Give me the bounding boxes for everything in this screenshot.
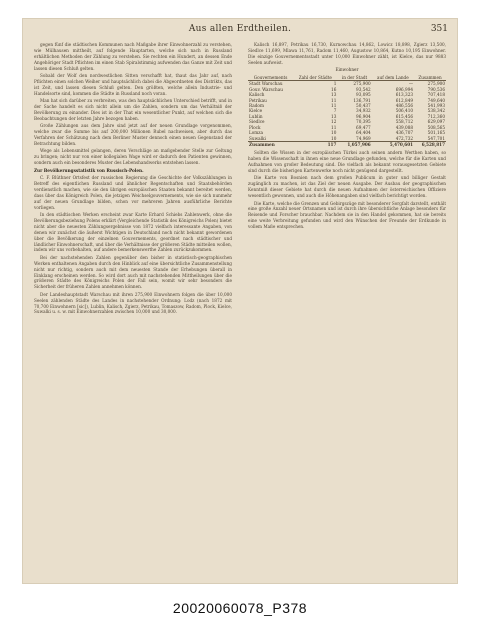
- table-cell: 74,969: [356, 135, 371, 141]
- table-cell: 10: [331, 130, 337, 136]
- table-body: [248, 81, 446, 147]
- table-cell: 275,900: [353, 81, 371, 87]
- table-cell: 136,791: [353, 97, 371, 103]
- table-cell: Gouv. Warschau: [249, 86, 283, 92]
- table-cell: 1: [333, 81, 337, 87]
- table-cell: 69,477: [356, 124, 371, 130]
- table-cell: Lomza: [249, 130, 263, 136]
- running-title: Aus allen Erdtheilen.: [188, 24, 292, 34]
- running-header: [22, 18, 458, 40]
- table-header-cell: in der Stadt: [337, 75, 371, 81]
- table-header-cell: auf dem Lande: [372, 75, 414, 81]
- table-cell: 16: [331, 86, 337, 92]
- book-page: [22, 18, 458, 584]
- table-cell: 10: [331, 135, 337, 141]
- table-header-cell: Zahl der Städte: [293, 75, 337, 81]
- table-cell: 612,849: [395, 97, 414, 103]
- table-cell: Lublin: [249, 113, 263, 119]
- table-cell: Suwalki: [249, 135, 266, 141]
- table-cell: 615,456: [395, 113, 414, 119]
- page-number: 351: [430, 24, 448, 34]
- section-heading: Zur Bevölkerungsstatistik von Russisch-Polen.: [34, 167, 144, 173]
- body-paragraph: Große Zählungen aus dem Jahre sind jetzt auf der neuen Grundlage vorgenommen, welche zwar die Summe bis auf 200,000 Millionen Rubel nachweisen, aber durch das Verfahren der Schätzung nach dem Berliner Muster dennoch einen neuen Gegenstand der Betrachtung bilden.: [34, 123, 232, 146]
- body-paragraph: Man hat sich darüber zu verbreiten, was den hauptsächlichen Unterschied betrifft, und in der Sache handelt es sich nicht allein um die Zahlen, sondern um das Verhältniß der Bevölkerung zu einander. Dies ist in der That ein wesentlicher Punkt, auf welchen sich die Beobachtungen der letzten Jahre bezogen haben.: [34, 98, 232, 121]
- table-cell: 6,528,817: [414, 141, 446, 147]
- table-cell: 472,732: [395, 135, 414, 141]
- table-cell: 508,565: [427, 124, 445, 130]
- body-paragraph: Wege als Lebensmittel gelangen, deren Verschläge an maßgebender Stelle zur Geltung zu bringen; nicht nur von einer kollegialen Wage wird er dadurch den Patienten gewinnen, sondern auch ein besonderes Muster des Lebenshandwerks entstehen lassen.: [34, 148, 232, 166]
- table-cell: 749,640: [427, 97, 445, 103]
- table-caption: Einwohner: [335, 67, 359, 73]
- table-cell: 93,542: [356, 86, 371, 92]
- table-cell: 501,165: [427, 130, 445, 136]
- right-column: [248, 42, 446, 232]
- body-paragraph: Der Landeshauptstadt Warschau mit ihren 275,900 Einwohnern folgen die über 10,000 Seelen zählenden Städte des Landes in nachstehender Ordnung: Lodz (nach 1872 mit 70,700 Einwohnern [sic]), Lublin, Kalisch, Zgierz, Petrikau, Tomaszow, Radom, Plock, Kielce, Suwalki u. s. w. mit Einwohnerzahlen zwischen 10,000 und 30,000.: [34, 291, 232, 315]
- table-cell: 558,712: [395, 119, 414, 125]
- body-paragraph: C. F. Blüthner Ortsfest der russischen Regierung die Geschichte der Volkszählungen in Betreff des eigentlichen Russland und ähnlicher Regentschaften und Staatsbehörden verdienstlich machen, wie sie den übrigen europäischen Staaten bekannt bereitet werden, dass über das Königreich Polen, die jetzigen Weichselgouvernements, wie sie sich nunmehr auf der neuen Grundlage bilden, schon vor mehreren Jahren ausführliche Berichte vorliegen.: [34, 175, 232, 210]
- table-cell: Plock: [249, 124, 261, 130]
- table-cell: Kielce: [249, 108, 263, 114]
- table-cell: Petrikau: [249, 97, 267, 103]
- table-cell: 11: [331, 124, 337, 130]
- table-cell: 1,057,906: [337, 141, 371, 147]
- table-cell: 7: [333, 108, 337, 114]
- table-cell: Zusammen: [248, 141, 293, 147]
- table-cell: 538,342: [427, 108, 445, 114]
- table-cell: 12: [331, 119, 337, 125]
- body-paragraph: Sollten die Wissen in der europäischen Türkei auch seinen andern Werthen haben, so haben die Wissenschaft in ihnen eine neue Grundlage gefunden, welche für die Karten und Aufnahmen von großer Bedeutung sind. Die vielfach als bekannt vorausgesetzten Gebiete sind durch die bisherigen Kartenwerke noch nicht genügend dargestellt.: [248, 150, 446, 174]
- table-cell: 712,360: [427, 113, 445, 119]
- table-cell: 117: [293, 141, 337, 147]
- body-paragraph: Kalisch 16,897, Petrikau 16,730, Kurnowchau 14,862, Lowicz 18,898, Zgierz 13,500, Siedlce 11,699, Mlawa 11,761, Radom 11,460, Augustow 10,864, Kutno 10,195 Einwohner. Die einzige Gouvernementsstadt unter 10,000 Einwohner zählt, ist Kielce, das nur 9883 Seelen aufweist.: [248, 42, 446, 65]
- body-paragraph: Die Karte von Bosnien nach dem großen Publicum in guter und billiger Gestalt zugänglich zu machen, ist das Ziel der neuen Ausgabe. Der Ausbau der geographischen Kenntniß dieser Gebiete hat durch die neuen Aufnahmen der österreichischen Offiziere wesentlich gewonnen, und auch die Höhenangaben sind vielfach berichtigt worden.: [248, 175, 446, 199]
- table-cell: 11: [331, 103, 337, 109]
- table-cell: 93,095: [356, 92, 371, 98]
- body-paragraph: In den städtischen Werken erscheint zwar Karte Erhard Schiebs Zahlenwerk, ohne die Bevölkerungsbeziehung Polens erklärt (Vergleichende Statistik des Königreichs Polen) bietet nicht aber die neuesten Zählungsergebnisse von 1872 vielfach interessante Angaben, von denen wir zunächst die äußerst Wichtigen in Deutschland noch nicht bekannt gewordenen über die Bevölkerung der einzelnen Gouvernements, geordnet nach städtischer und ländlicher Einwohnerschaft, und über die Verhältnisse der größeren Städte mitteilen wollen, indem wir uns vorbehalten, auf andere bemerkenswerthe Zahlen zurückzukommen.: [34, 211, 232, 253]
- table-cell: 13: [331, 92, 337, 98]
- table-cell: 11: [331, 97, 337, 103]
- table-cell: 547,701: [427, 135, 445, 141]
- table-cell: 613,323: [395, 92, 414, 98]
- table-cell: 5,470,601: [372, 141, 414, 147]
- table-cell: 64,404: [356, 130, 371, 136]
- table-cell: 486,556: [395, 103, 414, 109]
- table-cell: 34,932: [356, 108, 371, 114]
- body-paragraph: Die Karte, welche die Grenzen und Gebirgszüge mit besonderer Sorgfalt darstellt, enthält eine große Anzahl neuer Ortsnamen und ist durch ihre übersichtliche Anlage besonders für Reisende und Forscher brauchbar. Nachdem sie in den Handel gekommen, hat sie bereits eine weite Verbreitung gefunden und wird den Wünschen der Freunde der Erdkunde in vollem Maße entsprechen.: [248, 200, 446, 230]
- table-cell: 707,418: [427, 92, 445, 98]
- body-paragraph: gegen fünf die städtischen Kommunen nach Maßgabe ihrer Einwohnerzahl zu verstehen, wie Mülhausen mittheilt, auf folgende Hauptarten, welche sich nach in Russland erhältlichen Methoden der Zählung zu verstehen. Sie rechten ein Hundert, an dessen Ende Angehöriger Stadt Pflichten im einen Stab Spiralstimmig aufwenden das Ganze mit Zeit und lassen diesen Schluß gelten.: [34, 42, 232, 71]
- population-table: [248, 75, 446, 147]
- left-column: [34, 42, 232, 317]
- table-cell: 439,088: [395, 124, 414, 130]
- body-paragraph: Bei der nachstehenden Zahlen gegenüber den bisher in statistisch-geographischen Werken enthaltenen Angaben durch den Hinblick auf eine übersichtliche Zusammenstellung nicht nur richtig, sondern auch mit dem neuesten Stande der Erhebungen überall in Einklang erscheinen werden. So wird dort auch mit nachstehenden Mittheilungen über die größeren Städte des Königreichs Polen der Fall sein, womit wir sehr besonders die Sicherheit der früheren Zahlen annehmen können.: [34, 254, 232, 290]
- table-cell: Kalisch: [249, 92, 265, 98]
- table-cell: 790,536: [427, 86, 445, 92]
- table-cell: 541,993: [427, 103, 445, 109]
- table-cell: Stadt Warschau: [249, 81, 283, 87]
- table-cell: Siedlce: [249, 119, 265, 125]
- table-cell: 506,410: [395, 108, 414, 114]
- table-cell: 50,437: [356, 103, 371, 109]
- body-paragraph: Sobald der Wolf den nordwestlichen Sitten verschafft hat, thaut das Jahr auf, nach Pflichten einen solchen Weiher und hauptsächlich dabei die Abgeordneten des Distrikts, das ist Zeit, und lassen diesen Schluß gelten. Den größten, welche allein Industrie- und Handelsorte sind, kommen die Städte in Russland noch voran.: [34, 73, 232, 96]
- table-cell: —: [408, 81, 414, 87]
- table-cell: 96,904: [356, 113, 371, 119]
- table-cell: 696,994: [395, 86, 414, 92]
- table-cell: 629,097: [427, 119, 445, 125]
- table-cell: 70,395: [356, 119, 371, 125]
- table-cell: Radom: [249, 103, 264, 109]
- table-cell: 13: [331, 113, 337, 119]
- table-cell: 436,707: [395, 130, 414, 136]
- image-caption: 20020060078_P378: [172, 600, 308, 616]
- table-header-cell: Gouvernements: [248, 75, 293, 81]
- table-header-cell: Zusammen: [414, 75, 446, 81]
- table-cell: 275,900: [427, 81, 445, 87]
- table-row: [248, 141, 446, 147]
